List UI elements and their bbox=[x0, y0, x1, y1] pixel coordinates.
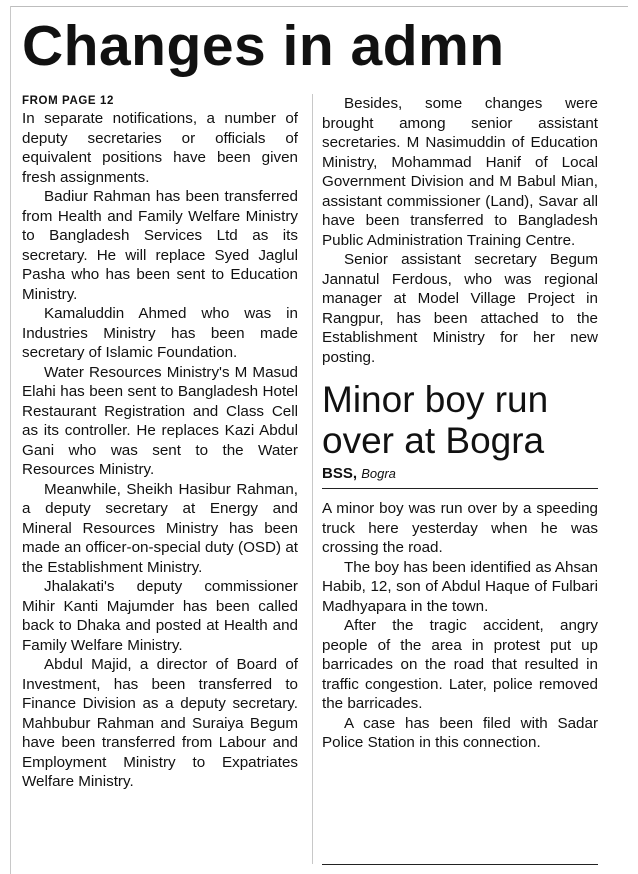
left-column bbox=[22, 94, 298, 792]
paragraph: Besides, some changes were brought among senior assistant secretaries. M Nasimuddin of Education Ministry, Mohammad Hanif of Local Government Division and M Babul Mian, assistant commissioner (Land), Savar all have been transferred to Bangladesh Public Administration Training Centre. bbox=[322, 95, 598, 249]
paragraph: Meanwhile, Sheikh Hasibur Rahman, a deputy secretary at Energy and Mineral Resources Ministry has been made an officer-on-special duty (OSD) at the Establishment Ministry. bbox=[22, 480, 298, 576]
paragraph: A case has been filed with Sadar Police Station in this connection. bbox=[322, 714, 598, 751]
byline-place: Bogra bbox=[361, 466, 396, 481]
paragraph: Jhalakati's deputy commissioner Mihir Kanti Majumder has been called back to Dhaka and posted at Health and Family Welfare Ministry. bbox=[22, 578, 298, 654]
right-column bbox=[322, 94, 598, 753]
paragraph: The boy has been identified as Ahsan Habib, 12, son of Abdul Haque of Fulbari Madhyapara in the town. bbox=[322, 558, 598, 615]
top-border-rule bbox=[10, 6, 628, 7]
paragraph: In separate notifications, a number of deputy secretaries or officials of equivalent positions have been given fresh assignments. bbox=[22, 110, 298, 186]
left-border-rule bbox=[10, 6, 11, 874]
bottom-rule bbox=[322, 864, 598, 865]
paragraph: Abdul Majid, a director of Board of Investment, has been transferred to Finance Division as a deputy secretary. Mahbubur Rahman and Suraiya Begum have been transferred from Labour and Employment Ministry to Expatriates Welfare Ministry. bbox=[22, 656, 298, 790]
second-headline: Minor boy run over at Bogra bbox=[322, 379, 549, 461]
paragraph: Kamaluddin Ahmed who was in Industries Ministry has been made secretary of Islamic Foundation. bbox=[22, 305, 298, 361]
paragraph: Badiur Rahman has been transferred from Health and Family Welfare Ministry to Bangladesh Services Ltd as its secretary. He will replace Syed Jaglul Pasha who has been sent to Education Ministry. bbox=[22, 188, 298, 303]
paragraph: Senior assistant secretary Begum Jannatul Ferdous, who was regional manager at Model Village Project in Rangpur, has been attached to the Establishment Ministry for her new posting. bbox=[322, 251, 598, 366]
paragraph: A minor boy was run over by a speeding truck here yesterday when he was crossing the road. bbox=[322, 500, 598, 556]
byline-agency: BSS, bbox=[322, 465, 358, 482]
main-headline: Changes in admn bbox=[22, 14, 505, 78]
byline-rule bbox=[322, 488, 598, 489]
byline bbox=[322, 465, 598, 483]
continuation-dateline: FROM PAGE 12 bbox=[22, 95, 114, 107]
column-divider bbox=[312, 94, 313, 864]
paragraph: Water Resources Ministry's M Masud Elahi has been sent to Bangladesh Hotel Restaurant Registration and Class Cell as its controller. He replaces Kazi Abdul Gani who was sent to the Water Resources Ministry. bbox=[22, 363, 298, 478]
paragraph: After the tragic accident, angry people of the area in protest put up barricades on the road that resulted in traffic congestion. Later, police removed the barricades. bbox=[322, 617, 598, 712]
